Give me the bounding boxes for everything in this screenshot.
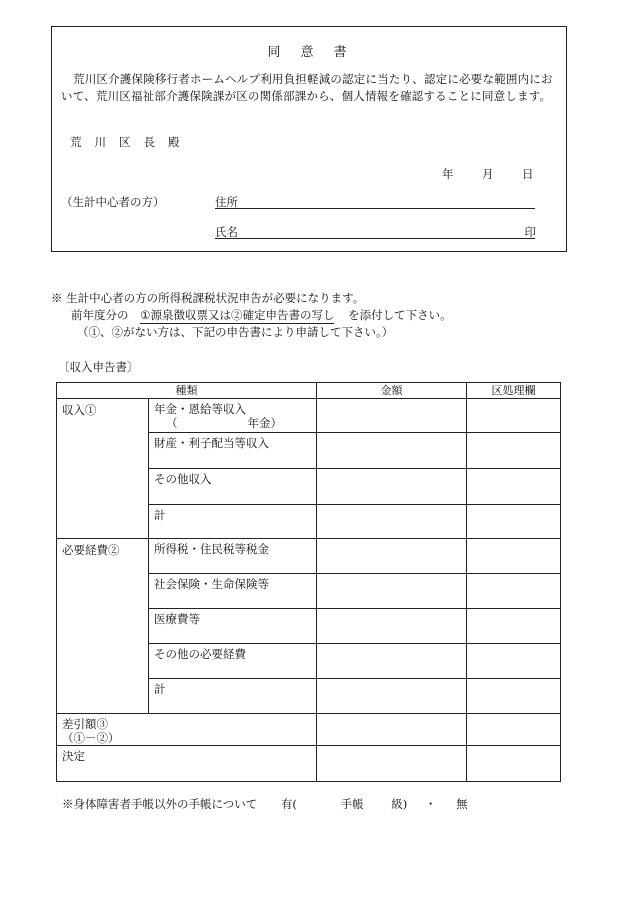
required-documents: ①源泉徴収票又は②確定申告書の写し (140, 308, 335, 322)
amount-cell[interactable] (317, 399, 467, 433)
table-row (57, 746, 561, 782)
address-label: 住所 (215, 195, 238, 209)
income-declaration-title: 〔収入申告書〕 (58, 360, 139, 374)
office-use-cell (467, 469, 561, 505)
office-use-cell (467, 539, 561, 574)
addressee: 荒 川 区 長 殿 (70, 135, 180, 149)
office-use-cell (467, 574, 561, 609)
consent-form-box (51, 26, 567, 252)
income-item-other: その他収入 (149, 469, 317, 505)
office-use-cell (467, 505, 561, 539)
name-label: 氏名 (215, 225, 238, 239)
office-use-cell (467, 644, 561, 679)
notice-line-2: 前年度分の ①源泉徴収票又は②確定申告書の写し を添付して下さい。 (71, 308, 452, 322)
amount-cell[interactable] (317, 433, 467, 469)
income-category-label: 収入① (57, 399, 149, 539)
notice-line-1: ※ 生計中心者の方の所得税課税状況申告が必要になります。 (51, 291, 365, 305)
expense-item-tax: 所得税・住民税等税金 (149, 539, 317, 574)
header-amount: 金額 (317, 383, 467, 399)
header-kind: 種類 (57, 383, 317, 399)
office-use-cell (467, 746, 561, 782)
date-year-label: 年 (442, 167, 454, 181)
table-row (57, 399, 561, 433)
expense-item-total: 計 (149, 679, 317, 714)
amount-cell[interactable] (317, 714, 467, 746)
office-use-cell (467, 609, 561, 644)
notice-line-3: （①、②がない方は、下記の申告書により申請して下さい。） (77, 325, 394, 339)
address-field[interactable] (215, 208, 535, 209)
table-row (57, 539, 561, 574)
notice (51, 290, 452, 341)
amount-cell[interactable] (317, 505, 467, 539)
expense-category-label: 必要経費② (57, 539, 149, 714)
income-declaration-table (56, 382, 561, 782)
header-office-use: 区処理欄 (467, 383, 561, 399)
signer-label: （生計中心者の方） (61, 195, 165, 209)
amount-cell[interactable] (317, 574, 467, 609)
amount-cell[interactable] (317, 609, 467, 644)
seal-label: 印 (524, 225, 536, 239)
office-use-cell (467, 679, 561, 714)
office-use-cell (467, 433, 561, 469)
amount-cell[interactable] (317, 469, 467, 505)
table-header-row (57, 383, 561, 399)
income-item-total: 計 (149, 505, 317, 539)
disability-handbook-line: ※身体障害者手帳以外の手帳について 有( 手帳 級) ・ 無 (62, 797, 468, 811)
income-item-pension: 年金・恩給等収入 （ 年金） (149, 399, 317, 433)
expense-item-medical: 医療費等 (149, 609, 317, 644)
date-month-label: 月 (482, 167, 494, 181)
amount-cell[interactable] (317, 679, 467, 714)
consent-title: 同 意 書 (267, 45, 351, 60)
consent-body-text: 荒川区介護保険移行者ホームヘルプ利用負担軽減の認定に当たり、認定に必要な範囲内において、荒川区福祉部介護保険課が区の関係部課から、個人情報を確認することに同意します。 (61, 72, 553, 103)
amount-cell[interactable] (317, 644, 467, 679)
decision-label: 決定 (57, 746, 317, 782)
date-day-label: 日 (522, 167, 534, 181)
expense-item-insurance: 社会保険・生命保険等 (149, 574, 317, 609)
expense-item-other: その他の必要経費 (149, 644, 317, 679)
option-no[interactable]: 無 (456, 797, 468, 811)
amount-cell[interactable] (317, 746, 467, 782)
amount-cell[interactable] (317, 539, 467, 574)
office-use-cell (467, 399, 561, 433)
difference-label: 差引額③ （①－②） (57, 714, 317, 746)
income-item-property: 財産・利子配当等収入 (149, 433, 317, 469)
office-use-cell (467, 714, 561, 746)
name-field[interactable] (215, 238, 535, 239)
table-row (57, 714, 561, 746)
option-yes[interactable]: 有( (280, 797, 297, 811)
